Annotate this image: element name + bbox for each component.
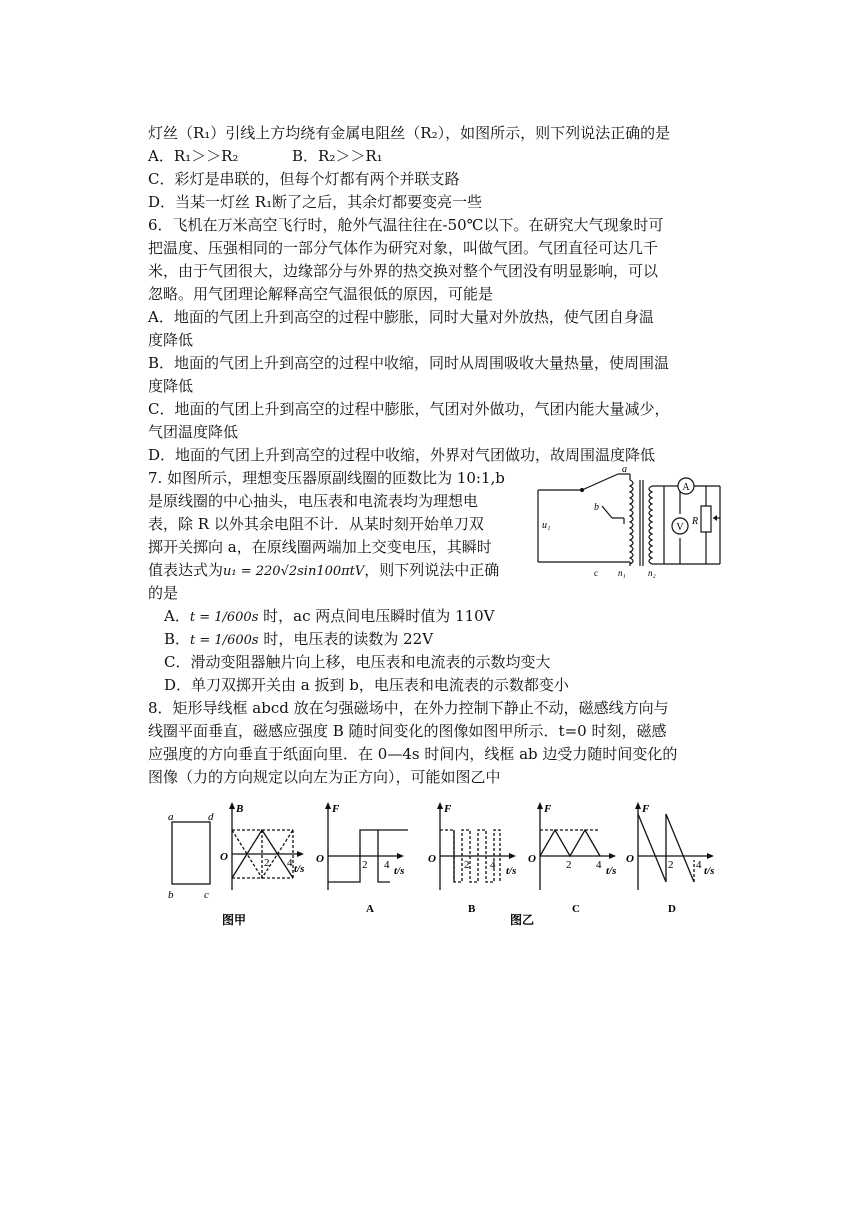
frame-corner-a: a [168, 811, 174, 823]
q8-stem-line-4: 图像（力的方向规定以向左为正方向），可能如图乙中 [148, 768, 501, 786]
q8-figures [160, 800, 730, 932]
q7-option-b [164, 629, 433, 651]
graph-jia-axis-b: B [236, 803, 244, 815]
caption-figure-yi: 图乙 [510, 913, 535, 927]
graph-jia-t-axis: t/s [294, 863, 305, 875]
graph-a-origin: O [316, 853, 324, 865]
terminal-c-label: c [594, 568, 598, 578]
q7-option-d: D．单刀双掷开关由 a 扳到 b，电压表和电流表的示数都变小 [164, 676, 569, 694]
graph-b-axis-f: F [444, 803, 452, 815]
q7-stem-line-3: 表，除 R 以外其余电阻不计．从某时刻开始单刀双 [148, 515, 484, 533]
graph-a-tick-2: 2 [362, 859, 368, 871]
graph-jia-tick-2: 2 [264, 857, 270, 869]
graph-c-t-axis: t/s [606, 865, 617, 877]
q7-stem-line-2: 是原线圈的中心抽头，电压表和电流表均为理想电 [148, 492, 479, 510]
graph-c-axis-f: F [544, 803, 552, 815]
frame-corner-d: d [208, 811, 214, 823]
graph-a-label: A [366, 903, 374, 915]
q6-stem-line-3: 米，由于气团很大，边缘部分与外界的热交换对整个气团没有明显影响，可以 [148, 262, 659, 280]
graph-a-t-axis: t/s [394, 865, 405, 877]
graph-b-origin: O [428, 853, 436, 865]
graph-b-tick-2: 2 [464, 859, 470, 871]
q5-option-d: D．当某一灯丝 R₁断了之后，其余灯都要变亮一些 [148, 193, 483, 211]
q7-stem-line-5 [148, 560, 499, 582]
graph-d-tick-2: 2 [668, 859, 674, 871]
q7-circuit-diagram [530, 466, 730, 582]
terminal-b-label: b [594, 502, 599, 513]
graph-b-tick-4: 4 [490, 859, 496, 871]
frame-corner-c: c [204, 889, 209, 901]
q7-stem-line-4: 掷开关掷向 a，在原线圈两端加上交变电压，其瞬时 [148, 538, 492, 556]
q5-option-c: C．彩灯是串联的，但每个灯都有两个并联支路 [148, 170, 460, 188]
q6-option-b-line-1: B．地面的气团上升到高空的过程中收缩，同时从周围吸收大量热量，使周围温 [148, 354, 670, 372]
q6-stem-line-4: 忽略。用气团理论解释高空气温很低的原因，可能是 [148, 285, 494, 303]
q6-stem-line-2: 把温度、压强相同的一部分气体作为研究对象，叫做气团。气团直径可达几千 [148, 239, 659, 257]
q7-option-c: C．滑动变阻器触片向上移，电压表和电流表的示数均变大 [164, 653, 551, 671]
graph-b-label: B [468, 903, 476, 915]
q5-option-a: A．R₁＞＞R₂ [148, 147, 239, 165]
graph-jia-origin: O [220, 851, 228, 863]
q6-option-a-line-1: A．地面的气团上升到高空的过程中膨胀，同时大量对外放热，使气团自身温 [148, 308, 654, 326]
q7-stem-line-5b: ，则下列说法中正确 [364, 561, 500, 579]
graph-jia-tick-4: 4 [287, 857, 293, 869]
q7-option-a-prefix: A． [164, 607, 190, 625]
graph-c-tick-2: 2 [566, 859, 572, 871]
q7-option-a-time: t = 1/600s [189, 610, 259, 625]
q7-stem-line-5a: 值表达式为 [148, 561, 224, 579]
frame-corner-b: b [168, 889, 174, 901]
q6-option-b-line-2: 度降低 [148, 377, 194, 395]
q7-option-b-prefix: B． [164, 630, 191, 648]
secondary-turns-label: n₂ [648, 568, 656, 578]
q8-stem-line-1: 8．矩形导线框 abcd 放在匀强磁场中，在外力控制下静止不动，磁感线方向与 [148, 699, 669, 717]
resistor-label: R [692, 516, 699, 527]
q6-option-d: D．地面的气团上升到高空的过程中收缩，外界对气团做功，故周围温度降低 [148, 446, 656, 464]
q8-stem-line-3: 应强度的方向垂直于纸面向里．在 0—4s 时间内，线框 ab 边受力随时间变化的 [148, 745, 678, 763]
graph-d-origin: O [626, 853, 634, 865]
q5-option-b: B．R₂＞＞R₁ [292, 147, 383, 165]
graph-a-axis-f: F [332, 803, 340, 815]
graph-b-t-axis: t/s [506, 865, 517, 877]
q7-voltage-formula: u₁ = 220√2sin100πtV [223, 564, 365, 579]
q7-stem-line-1: 7. 如图所示，理想变压器原副线圈的匝数比为 10:1,b [148, 469, 505, 487]
terminal-a-label: a [622, 466, 627, 475]
caption-figure-jia: 图甲 [222, 913, 247, 927]
primary-turns-label: n₁ [618, 568, 626, 578]
wire-frame-abcd [172, 822, 210, 884]
graph-a-tick-4: 4 [384, 859, 390, 871]
q8-stem-line-2: 线圈平面垂直，磁感应强度 B 随时间变化的图像如图甲所示．t=0 时刻，磁感 [148, 722, 667, 740]
graph-c-tick-4: 4 [596, 859, 602, 871]
q7-option-a-text: 时，ac 两点间电压瞬时值为 110V [263, 607, 495, 625]
voltmeter-label: V [676, 522, 684, 533]
q6-option-c-line-2: 气团温度降低 [148, 423, 239, 441]
q7-stem-line-6: 的是 [148, 584, 179, 602]
ammeter-label: A [682, 482, 690, 493]
graph-d-label: D [668, 903, 676, 915]
q7-option-b-text: 时，电压表的读数为 22V [263, 630, 434, 648]
graph-c-origin: O [528, 853, 536, 865]
q6-option-c-line-1: C．地面的气团上升到高空的过程中膨胀，气团对外做功，气团内能大量减少， [148, 400, 670, 418]
q7-option-b-time: t = 1/600s [190, 633, 259, 648]
input-voltage-label: u₁ [542, 520, 551, 531]
graph-c-label: C [572, 903, 580, 915]
q6-option-a-line-2: 度降低 [148, 331, 194, 349]
q5-stem-line: 灯丝（R₁）引线上方均绕有金属电阻丝（R₂），如图所示，则下列说法正确的是 [148, 124, 671, 142]
graph-d-axis-f: F [642, 803, 650, 815]
graph-d-tick-4: 4 [696, 859, 702, 871]
graph-d-t-axis: t/s [704, 865, 715, 877]
q7-option-a [164, 606, 495, 628]
q6-stem-line-1: 6．飞机在万米高空飞行时，舱外气温往往在-50℃以下。在研究大气现象时可 [148, 216, 664, 234]
